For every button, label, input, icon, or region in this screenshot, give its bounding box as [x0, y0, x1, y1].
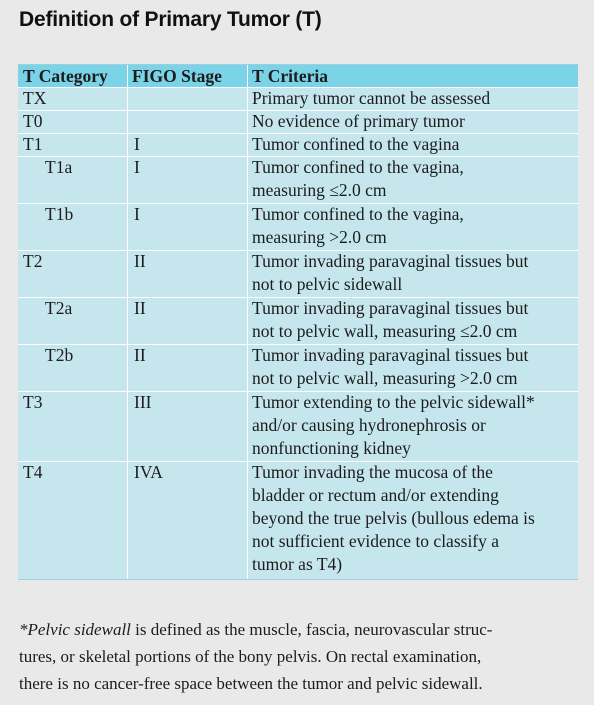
row-criteria: Tumor invading paravaginal tissues but — [252, 345, 529, 365]
row-criteria: tumor as T4) — [252, 554, 343, 574]
row-category: T1b — [45, 204, 74, 224]
row-criteria: not to pelvic sidewall — [252, 274, 403, 294]
row-category: T2a — [45, 298, 73, 318]
row-criteria: Tumor invading paravaginal tissues but — [252, 251, 529, 271]
row-category: TX — [23, 88, 47, 108]
row-criteria: Tumor invading paravaginal tissues but — [252, 298, 529, 318]
row-figo-stage: I — [134, 134, 140, 154]
column-divider — [247, 65, 248, 579]
row-category: T1a — [45, 157, 73, 177]
row-criteria: No evidence of primary tumor — [252, 111, 465, 131]
row-category: T2 — [23, 251, 43, 271]
row-figo-stage: II — [134, 345, 146, 365]
row-criteria: not to pelvic wall, measuring >2.0 cm — [252, 368, 518, 388]
row-category: T4 — [23, 462, 43, 482]
row-figo-stage: I — [134, 204, 140, 224]
row-figo-stage: II — [134, 298, 146, 318]
row-criteria: measuring >2.0 cm — [252, 227, 387, 247]
footnote-text: is defined as the muscle, fascia, neurovascular struc- — [130, 620, 493, 639]
row-criteria: Tumor confined to the vagina, — [252, 204, 464, 224]
row-category: T2b — [45, 345, 74, 365]
header-t-criteria: T Criteria — [252, 66, 328, 86]
footnote-line — [19, 616, 579, 643]
row-figo-stage: II — [134, 251, 146, 271]
row-category: T1 — [23, 134, 43, 154]
row-figo-stage: IVA — [134, 462, 163, 482]
row-criteria: not to pelvic wall, measuring ≤2.0 cm — [252, 321, 518, 341]
row-category: T0 — [23, 111, 43, 131]
footnote-line: tures, or skeletal portions of the bony pelvis. On rectal examination, — [19, 647, 482, 666]
row-criteria: Tumor confined to the vagina, — [252, 157, 464, 177]
row-figo-stage: I — [134, 157, 140, 177]
row-criteria: bladder or rectum and/or extending — [252, 485, 499, 505]
row-category: T3 — [23, 392, 43, 412]
footnote-line: there is no cancer-free space between the tumor and pelvic sidewall. — [19, 674, 483, 693]
tumor-definition-table — [18, 64, 578, 580]
row-criteria: beyond the true pelvis (bullous edema is — [252, 508, 535, 528]
footnote — [19, 616, 579, 697]
column-divider — [127, 65, 128, 579]
row-criteria: not sufficient evidence to classify a — [252, 531, 500, 551]
row-criteria: measuring ≤2.0 cm — [252, 180, 387, 200]
row-criteria: Primary tumor cannot be assessed — [252, 88, 491, 108]
header-t-category: T Category — [23, 66, 108, 86]
row-figo-stage: III — [134, 392, 152, 412]
row-criteria: nonfunctioning kidney — [252, 438, 411, 458]
row-criteria: Tumor extending to the pelvic sidewall* — [252, 392, 535, 412]
header-figo-stage: FIGO Stage — [132, 66, 222, 86]
row-criteria: Tumor confined to the vagina — [252, 134, 460, 154]
row-criteria: and/or causing hydronephrosis or — [252, 415, 486, 435]
row-criteria: Tumor invading the mucosa of the — [252, 462, 493, 482]
page-title: Definition of Primary Tumor (T) — [19, 8, 322, 31]
footnote-term: *Pelvic sidewall — [19, 620, 131, 639]
